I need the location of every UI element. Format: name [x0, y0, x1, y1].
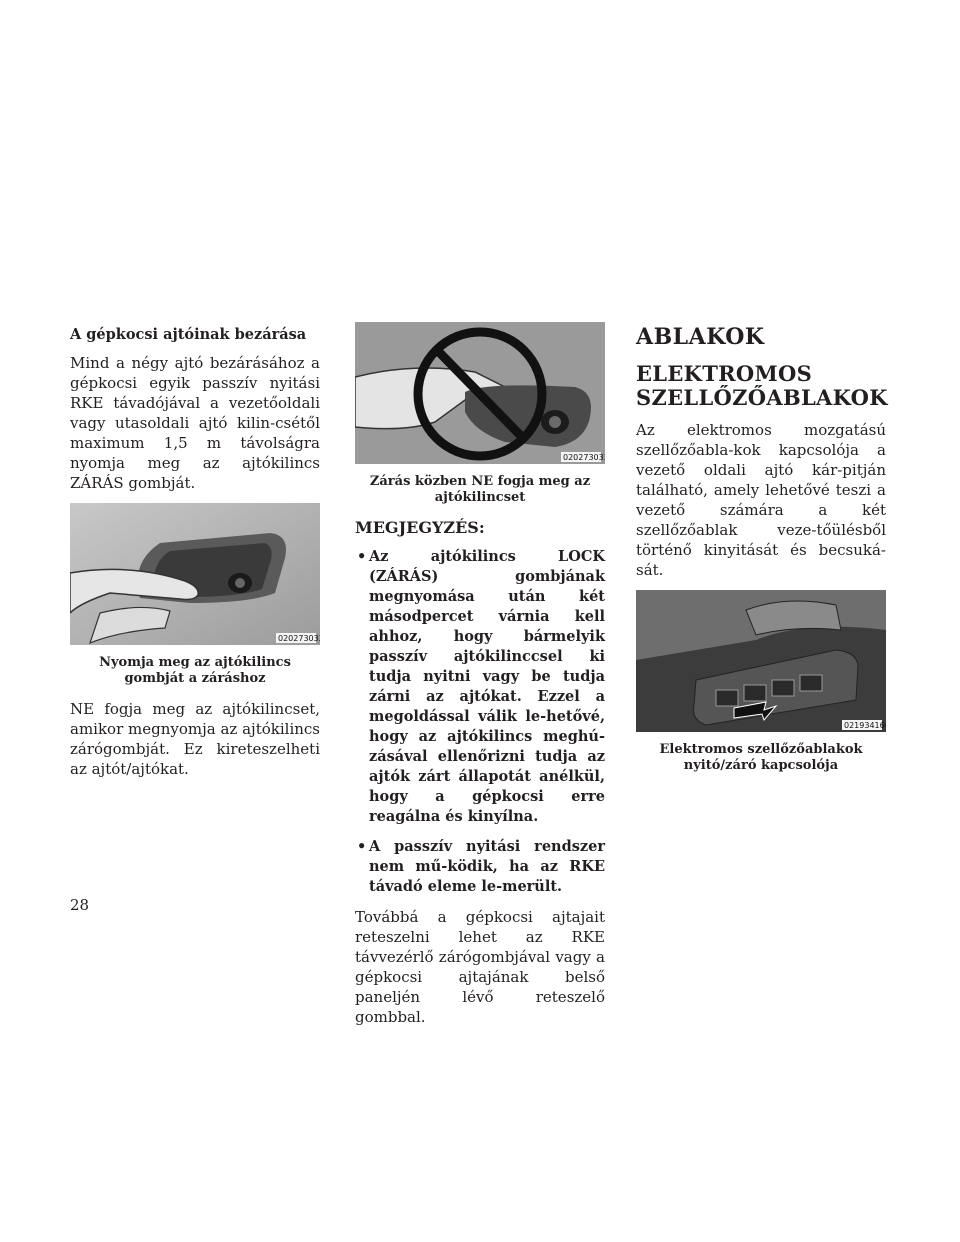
note-bullet	[355, 547, 605, 827]
section-heading: ABLAKOK	[636, 324, 765, 350]
right-column	[636, 322, 886, 786]
image-code: 020273033	[563, 453, 605, 462]
page-number: 28	[70, 896, 90, 914]
do-not-grab-illustration	[355, 322, 605, 464]
left-column	[70, 322, 320, 789]
body-paragraph: Továbbá a gépkocsi ajtajait reteszelni lehet az RKE távvezérlő zárógombjával vagy a gépkocsi ajtajának belső paneljén lévő reteszelő gombbal.	[355, 908, 605, 1026]
section-subheading: ELEKTROMOS SZELLŐZŐABLAKOK	[636, 361, 888, 410]
image-code: 020273032	[278, 634, 320, 643]
body-paragraph: Az elektromos mozgatású szellőzőabla-kok kapcsolója a vezető oldali ajtó kár-pitján található, amely lehetővé teszi a vezető számára a két szellőzőablak veze-tőülésből történő kinyitását és becsuká-sát.	[636, 421, 886, 579]
figure-door-handle-press	[70, 503, 320, 687]
note-bullet-text: A passzív nyitási rendszer nem mű-ködik, ha az RKE távadó eleme le-merült.	[369, 838, 605, 895]
note-heading: MEGJEGYZÉS:	[355, 518, 485, 537]
middle-column	[355, 322, 605, 1037]
body-paragraph: NE fogja meg az ajtókilincset, amikor megnyomja az ajtókilincs zárógombját. Ez kireteszelheti az ajtót/ajtókat.	[70, 700, 320, 778]
bullet-dot: •	[357, 548, 367, 565]
section-subheading: A gépkocsi ajtóinak bezárása	[70, 326, 307, 343]
note-bullet-text: Az ajtókilincs LOCK (ZÁRÁS) gombjának megnyomása után két másodpercet várnia kell ahhoz, hogy bármelyik passzív ajtókilinccsel ki tudja nyitni vagy be tudja zárni az ajtókat. Ezzel a megoldással válik le-hetővé, hogy az ajtókilincs meghú-zásával ellenőrizni tudja az ajtók zárt állapotát anélkül, hogy a gépkocsi erre reagálna és kinyílna.	[369, 548, 605, 825]
door-handle-press-illustration	[70, 503, 320, 645]
figure-vent-window-switch	[636, 590, 886, 774]
vent-window-switch-illustration	[636, 590, 886, 732]
image-code: 021934166	[844, 721, 886, 730]
note-bullet	[355, 837, 605, 897]
figure-caption: Elektromos szellőzőablakok nyitó/záró kapcsolója	[659, 742, 863, 773]
figure-caption: Nyomja meg az ajtókilincs gombját a záráshoz	[99, 655, 291, 686]
figure-caption: Zárás közben NE fogja meg az ajtókilincset	[369, 474, 591, 505]
body-paragraph: Mind a négy ajtó bezárásához a gépkocsi egyik passzív nyitási RKE távadójával a vezetőoldali vagy utasoldali ajtó kilin-csétől maximum 1,5 m távolságra nyomja meg az ajtókilincs ZÁRÁS gombját.	[70, 354, 320, 492]
figure-do-not-grab-handle	[355, 322, 605, 506]
bullet-dot: •	[357, 838, 367, 855]
